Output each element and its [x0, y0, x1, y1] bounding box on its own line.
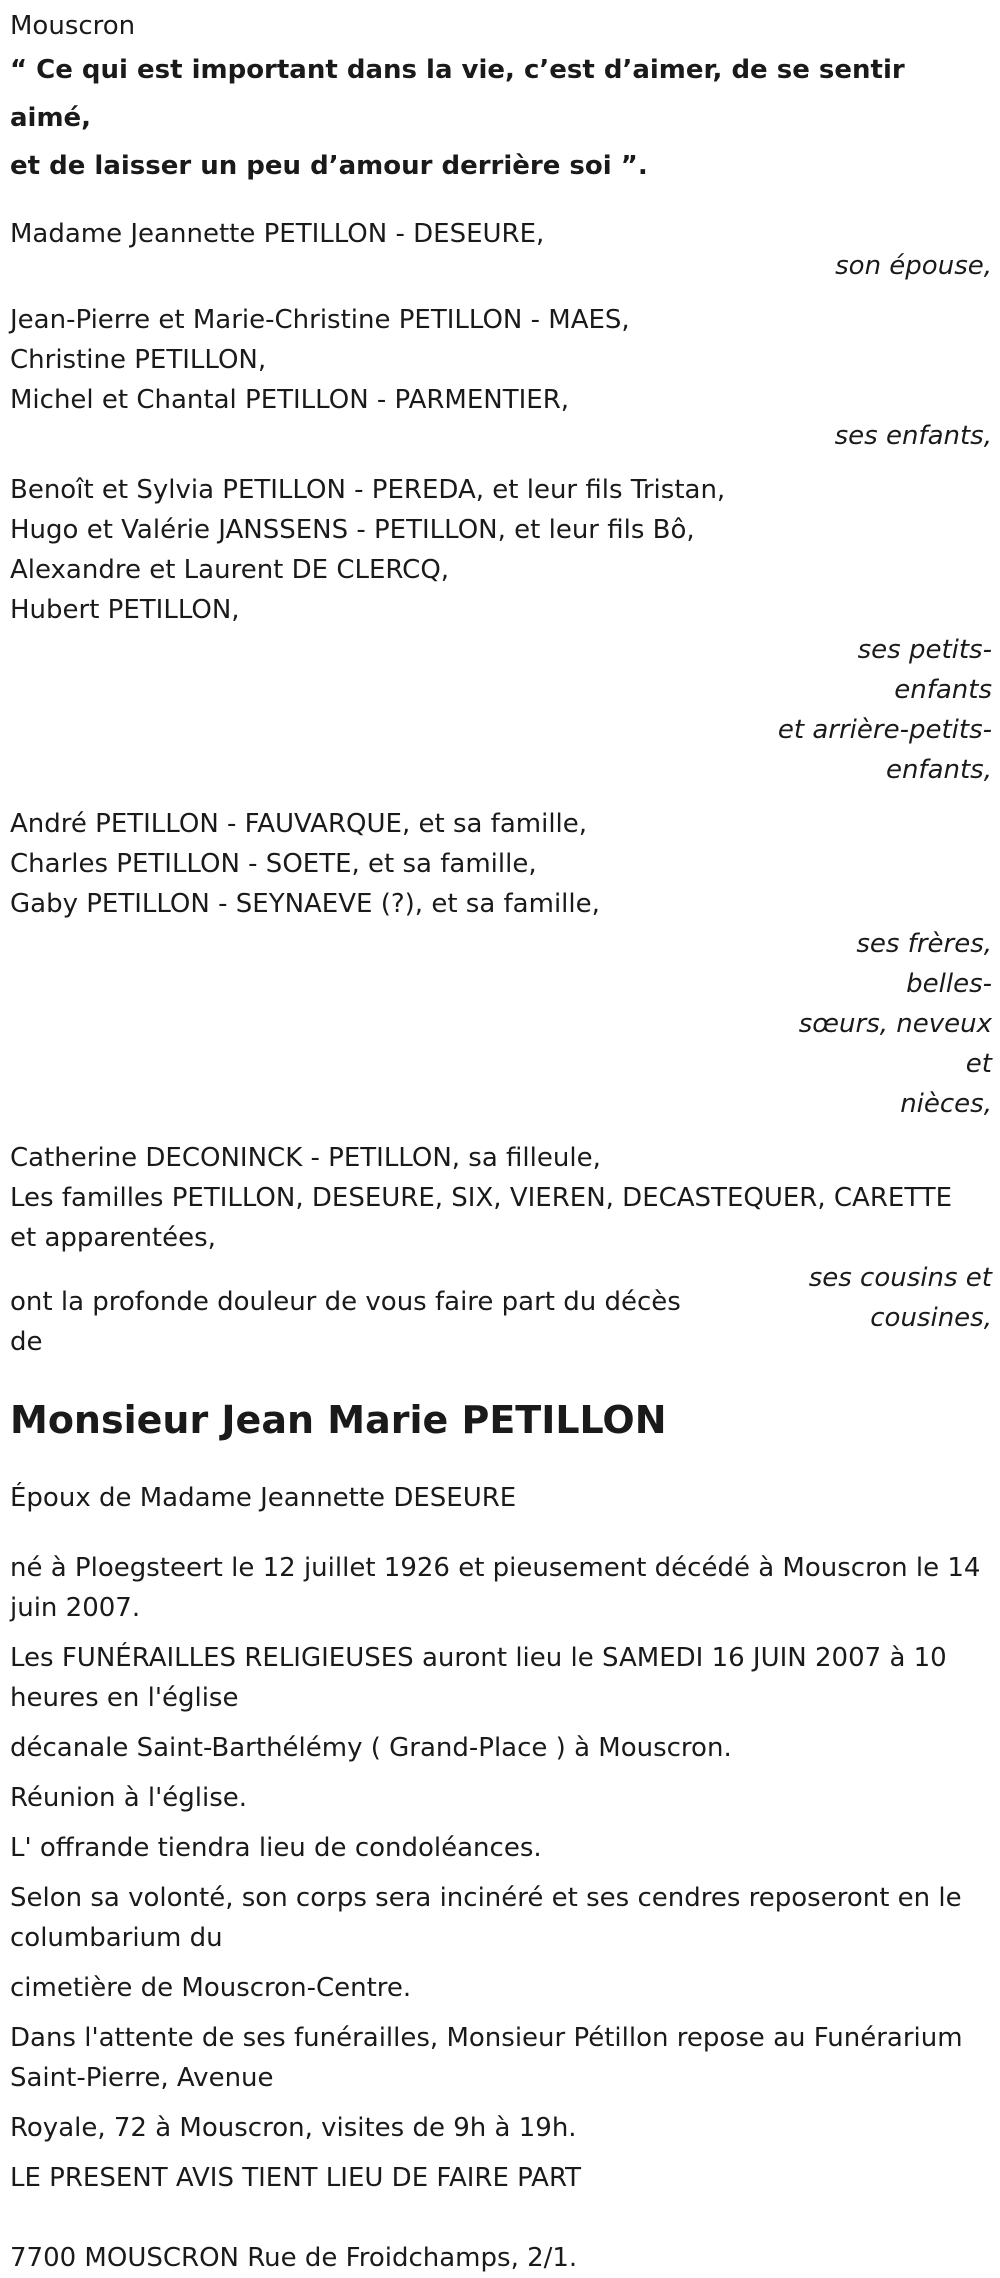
relation-line: sœurs, neveux et: [798, 1009, 992, 1079]
siblings-block: [10, 804, 992, 1124]
relation-line: enfants,: [885, 755, 992, 785]
city-heading: Mouscron: [10, 11, 136, 41]
quote-line-2: et de laisser un peu d’amour derrière soi ”.: [10, 151, 648, 181]
grandchild-name: Benoît et Sylvia PETILLON - PEREDA, et leur fils Tristan,: [10, 475, 726, 505]
relation-line: nièces,: [900, 1089, 992, 1119]
grandchild-name: Hubert PETILLON,: [10, 595, 240, 625]
detail-paragraph: décanale Saint-Barthélémy ( Grand-Place ) à Mouscron.: [10, 1733, 732, 1763]
sibling-name: Gaby PETILLON - SEYNAEVE (?), et sa famille,: [10, 889, 600, 919]
cousins-block: [10, 1138, 992, 1362]
relation-line: et arrière-petits-: [777, 715, 992, 745]
detail-paragraph: LE PRESENT AVIS TIENT LIEU DE FAIRE PART: [10, 2163, 582, 2193]
epoux-line: Époux de Madame Jeannette DESEURE: [10, 1483, 517, 1513]
spouse-relation: son épouse,: [835, 251, 992, 281]
sibling-name: André PETILLON - FAUVARQUE, et sa famille,: [10, 809, 588, 839]
children-block: [10, 300, 992, 456]
grandchild-name: Alexandre et Laurent DE CLERCQ,: [10, 555, 450, 585]
grandchildren-block: [10, 470, 992, 790]
address-line: 7700 MOUSCRON Rue de Froidchamps, 2/1.: [10, 2243, 578, 2273]
announcement: [10, 1258, 767, 1362]
detail-paragraph: né à Ploegsteert le 12 juillet 1926 et pieusement décédé à Mouscron le 14 juin 2007.: [10, 1553, 981, 1623]
grandchild-name: Hugo et Valérie JANSSENS - PETILLON, et leur fils Bô,: [10, 515, 695, 545]
spouse-name: Madame Jeannette PETILLON - DESEURE,: [10, 219, 545, 249]
children-relation: ses enfants,: [834, 421, 992, 451]
detail-paragraph: cimetière de Mouscron-Centre.: [10, 1973, 412, 2003]
cousin-name: et apparentées,: [10, 1223, 216, 1253]
child-name: Christine PETILLON,: [10, 345, 267, 375]
announcement-line: de: [10, 1327, 43, 1357]
deceased-name: Monsieur Jean Marie PETILLON: [10, 1398, 667, 1442]
child-name: Michel et Chantal PETILLON - PARMENTIER,: [10, 385, 570, 415]
announcement-line: ont la profonde douleur de vous faire part du décès: [10, 1287, 681, 1317]
sibling-name: Charles PETILLON - SOETE, et sa famille,: [10, 849, 537, 879]
detail-paragraph: Réunion à l'église.: [10, 1783, 248, 1813]
grandchildren-relation: [767, 630, 992, 790]
detail-paragraph: Selon sa volonté, son corps sera incinéré et ses cendres reposeront en le columbarium du: [10, 1883, 962, 1953]
detail-paragraph: Les FUNÉRAILLES RELIGIEUSES auront lieu le SAMEDI 16 JUIN 2007 à 10 heures en l'église: [10, 1643, 947, 1713]
spouse-block: [10, 214, 992, 286]
relation-line: ses frères, belles-: [856, 929, 992, 999]
detail-paragraph: L' offrande tiendra lieu de condoléances.: [10, 1833, 542, 1863]
detail-paragraph: Dans l'attente de ses funérailles, Monsieur Pétillon repose au Funérarium Saint-Pierre, Avenue: [10, 2023, 963, 2093]
detail-paragraph: Royale, 72 à Mouscron, visites de 9h à 19h.: [10, 2113, 577, 2143]
relation-line: ses petits-enfants: [857, 635, 992, 705]
relation-line: ses cousins et: [808, 1263, 992, 1293]
relation-line: cousines,: [870, 1303, 992, 1333]
funeral-details: [10, 1548, 992, 2198]
cousin-name: Les familles PETILLON, DESEURE, SIX, VIEREN, DECASTEQUER, CARETTE: [10, 1183, 953, 1213]
child-name: Jean-Pierre et Marie-Christine PETILLON - MAES,: [10, 305, 630, 335]
siblings-relation: [767, 924, 992, 1124]
obituary-notice: [10, 6, 992, 2278]
cousins-relation: [767, 1258, 992, 1338]
quote-line-1: “ Ce qui est important dans la vie, c’est d’aimer, de se sentir aimé,: [10, 55, 905, 133]
cousin-name: Catherine DECONINCK - PETILLON, sa filleule,: [10, 1143, 601, 1173]
